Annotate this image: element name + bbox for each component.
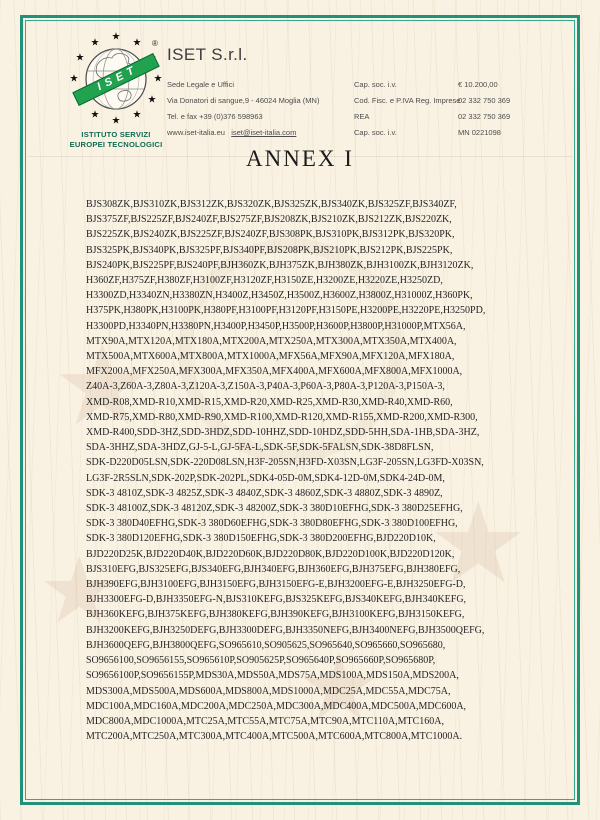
code-line: SDK-3 4810Z,SDK-3 4825Z,SDK-3 4840Z,SDK-3 4860Z,SDK-3 4880Z,SDK-3 4890Z, bbox=[86, 487, 443, 499]
code-line: MTC200A,MTC250A,MTC300A,MTC400A,MTC500A,MTC600A,MTC800A,MTC1000A. bbox=[86, 731, 463, 743]
code-line: LG3F-2R5SLN,SDK-202P,SDK-202PL,SDK4-05D-0M,SDK4-12D-0M,SDK4-24D-0M, bbox=[86, 472, 445, 484]
contact-line: Tel. e fax +39 (0)376 598963 bbox=[167, 112, 263, 121]
email-link[interactable]: iset@iset-italia.com bbox=[231, 128, 297, 137]
code-line: SDA-3HHZ,SDA-3HDZ,GJ-5-L,GJ-5FA-L,SDK-5F,SDK-5FALSN,SDK-38D8FLSN, bbox=[86, 442, 434, 454]
code-line: SDK-D220D05LSN,SDK-220D08LSN,H3F-205SN,H3FD-X03SN,LG3F-205SN,LG3FD-X03SN, bbox=[86, 457, 484, 469]
code-line: BJH390EFG,BJH3100EFG,BJH3150EFG,BJH3150EFG-E,BJH3200EFG-E,BJH3250EFG-D, bbox=[86, 579, 466, 591]
code-line: BJS308ZK,BJS310ZK,BJS312ZK,BJS320ZK,BJS325ZK,BJS340ZK,BJS325ZF,BJS340ZF, bbox=[86, 199, 457, 210]
contact-line: Via Donatori di sangue,9 - 46024 Moglia (MN) bbox=[167, 96, 320, 105]
code-line: BJH3600QEFG,BJH3800QEFG,SO965610,SO905625,SO965640,SO965660,SO965680, bbox=[86, 639, 446, 651]
code-line: BJS225ZK,BJS240ZK,BJS225ZF,BJS240ZF,BJS308PK,BJS310PK,BJS312PK,BJS320PK, bbox=[86, 229, 455, 241]
code-line: Z40A-3,Z60A-3,Z80A-3,Z120A-3,Z150A-3,P40A-3,P60A-3,P80A-3,P120A-3,P150A-3, bbox=[86, 381, 445, 393]
company-name: ISET S.r.l. bbox=[167, 45, 248, 64]
registry-label: REA bbox=[354, 112, 370, 121]
registry-label: Cod. Fisc. e P.IVA Reg. Imprese bbox=[354, 96, 461, 105]
code-line: H3300ZD,H3340ZN,H3380ZN,H3400Z,H3450Z,H3500Z,H3600Z,H3800Z,H31000Z,H360PK, bbox=[86, 290, 473, 302]
institute-name-line1: ISTITUTO SERVIZI bbox=[81, 130, 151, 139]
iset-ribbon-banner: ISET bbox=[72, 53, 159, 106]
letterhead-info bbox=[167, 81, 573, 138]
code-line: MFX200A,MFX250A,MFX300A,MFX350A,MFX400A,MFX600A,MFX800A,MFX1000A, bbox=[86, 366, 463, 378]
eu-star-icon: ★ bbox=[90, 37, 100, 49]
institute-name-line2: EUROPEI TECNOLOGICI bbox=[69, 139, 163, 149]
code-line: MDS300A,MDS500A,MDS600A,MDS800A,MDS1000A,MDC25A,MDC55A,MDC75A, bbox=[86, 685, 451, 697]
contact-line: Sede Legale e Uffici bbox=[167, 80, 234, 89]
code-line: SO9656100P,SO9656155P,MDS30A,MDS50A,MDS75A,MDS100A,MDS150A,MDS200A, bbox=[86, 670, 459, 682]
code-line: BJH3300EFG-D,BJH3350EFG-N,BJS310KEFG,BJS325KEFG,BJS340KEFG,BJH340KEFG, bbox=[86, 594, 467, 606]
eu-star-icon: ★ bbox=[153, 73, 163, 85]
eu-star-icon: ★ bbox=[90, 109, 100, 121]
code-line: BJS240PK,BJS225PF,BJS240PF,BJH360ZK,BJH375ZK,BJH380ZK,BJH3100ZK,BJH3120ZK, bbox=[86, 259, 474, 271]
code-line: BJH360KEFG,BJH375KEFG,BJH380KEFG,BJH390KEFG,BJH3100KEFG,BJH3150KEFG, bbox=[86, 609, 465, 621]
code-line: BJS375ZF,BJS225ZF,BJS240ZF,BJS275ZF,BJS208ZK,BJS210ZK,BJS212ZK,BJS220ZK, bbox=[86, 214, 452, 226]
registry-value: € 10.200,00 bbox=[458, 80, 498, 89]
eu-star-icon: ★ bbox=[132, 37, 142, 49]
product-code-list bbox=[86, 197, 538, 744]
code-line: BJD220D25K,BJD220D40K,BJD220D60K,BJD220D80K,BJD220D100K,BJD220D120K, bbox=[86, 548, 455, 560]
code-line: BJS325PK,BJS340PK,BJS325PF,BJS340PF,BJS208PK,BJS210PK,BJS212PK,BJS225PK, bbox=[86, 244, 453, 256]
code-line: SDK-3 380D40EFHG,SDK-3 380D60EFHG,SDK-3 380D80EFHG,SDK-3 380D100EFHG, bbox=[86, 518, 458, 530]
code-line: SDK-3 380D120EFHG,SDK-3 380D150EFHG,SDK-3 380D200EFHG,BJD220D10K, bbox=[86, 533, 436, 545]
iset-logo bbox=[55, 33, 177, 149]
eu-star-icon: ★ bbox=[132, 109, 142, 121]
registry-label: Cap. soc. i.v. bbox=[354, 128, 397, 137]
website-link[interactable]: www.iset-italia.eu bbox=[167, 128, 225, 137]
code-line: SDK-3 48100Z,SDK-3 48120Z,SDK-3 48200Z,SDK-3 380D10EFHG,SDK-3 380D25EFHG, bbox=[86, 503, 463, 515]
eu-star-icon: ★ bbox=[147, 94, 157, 106]
contact-line bbox=[167, 129, 354, 138]
eu-star-icon: ★ bbox=[75, 52, 85, 64]
annex-title: ANNEX I bbox=[246, 146, 354, 171]
registry-value: MN 0221098 bbox=[458, 128, 501, 137]
code-line: XMD-R75,XMD-R80,XMD-R90,XMD-R100,XMD-R120,XMD-R155,XMD-R200,XMD-R300, bbox=[86, 411, 478, 423]
code-line: XMD-R400,SDD-3HZ,SDD-3HDZ,SDD-10HHZ,SDD-10HDZ,SDD-5HH,SDA-1HB,SDA-3HZ, bbox=[86, 427, 480, 439]
registered-trademark-icon: ® bbox=[152, 39, 158, 48]
eu-star-icon: ★ bbox=[111, 115, 121, 127]
eu-star-icon: ★ bbox=[111, 31, 121, 43]
code-line: XMD-R08,XMD-R10,XMD-R15,XMD-R20,XMD-R25,XMD-R30,XMD-R40,XMD-R60, bbox=[86, 396, 453, 408]
registry-value: 02 332 750 369 bbox=[458, 96, 511, 105]
logo-emblem bbox=[70, 33, 162, 125]
code-line: H360ZF,H375ZF,H380ZF,H3100ZF,H3120ZF,H3150ZE,H3200ZE,H3220ZE,H3250ZD, bbox=[86, 275, 443, 287]
code-line: SO9656100,SO9656155,SO965610P,SO905625P,SO965640P,SO965660P,SO965680P, bbox=[86, 655, 436, 667]
code-line: MTX90A,MTX120A,MTX180A,MTX200A,MTX250A,MTX300A,MTX350A,MTX400A, bbox=[86, 335, 457, 347]
letterhead bbox=[27, 23, 573, 155]
eu-star-icon: ★ bbox=[69, 73, 79, 85]
code-line: BJS310EFG,BJS325EFG,BJS340EFG,BJH340EFG,BJH360EFG,BJH375EFG,BJH380EFG, bbox=[86, 563, 461, 575]
registry-label: Cap. soc. i.v. bbox=[354, 80, 397, 89]
code-line: H375PK,H380PK,H3100PK,H380PF,H3100PF,H3120PF,H3150PE,H3200PE,H3220PE,H3250PD, bbox=[86, 305, 486, 317]
code-line: H3300PD,H3340PN,H3380PN,H3400P,H3450P,H3500P,H3600P,H3800P,H31000P,MTX56A, bbox=[86, 320, 466, 332]
registry-value: 02 332 750 369 bbox=[458, 112, 511, 121]
code-line: MDC800A,MDC1000A,MTC25A,MTC55A,MTC75A,MTC90A,MTC110A,MTC160A, bbox=[86, 715, 444, 727]
code-line: MDC100A,MDC160A,MDC200A,MDC250A,MDC300A,MDC400A,MDC500A,MDC600A, bbox=[86, 700, 467, 712]
code-line: BJH3200KEFG,BJH3250DEFG,BJH3300DEFG,BJH3350NEFG,BJH3400NEFG,BJH3500QEFG, bbox=[86, 624, 485, 636]
code-line: MTX500A,MTX600A,MTX800A,MTX1000A,MFX56A,MFX90A,MFX120A,MFX180A, bbox=[86, 351, 455, 363]
